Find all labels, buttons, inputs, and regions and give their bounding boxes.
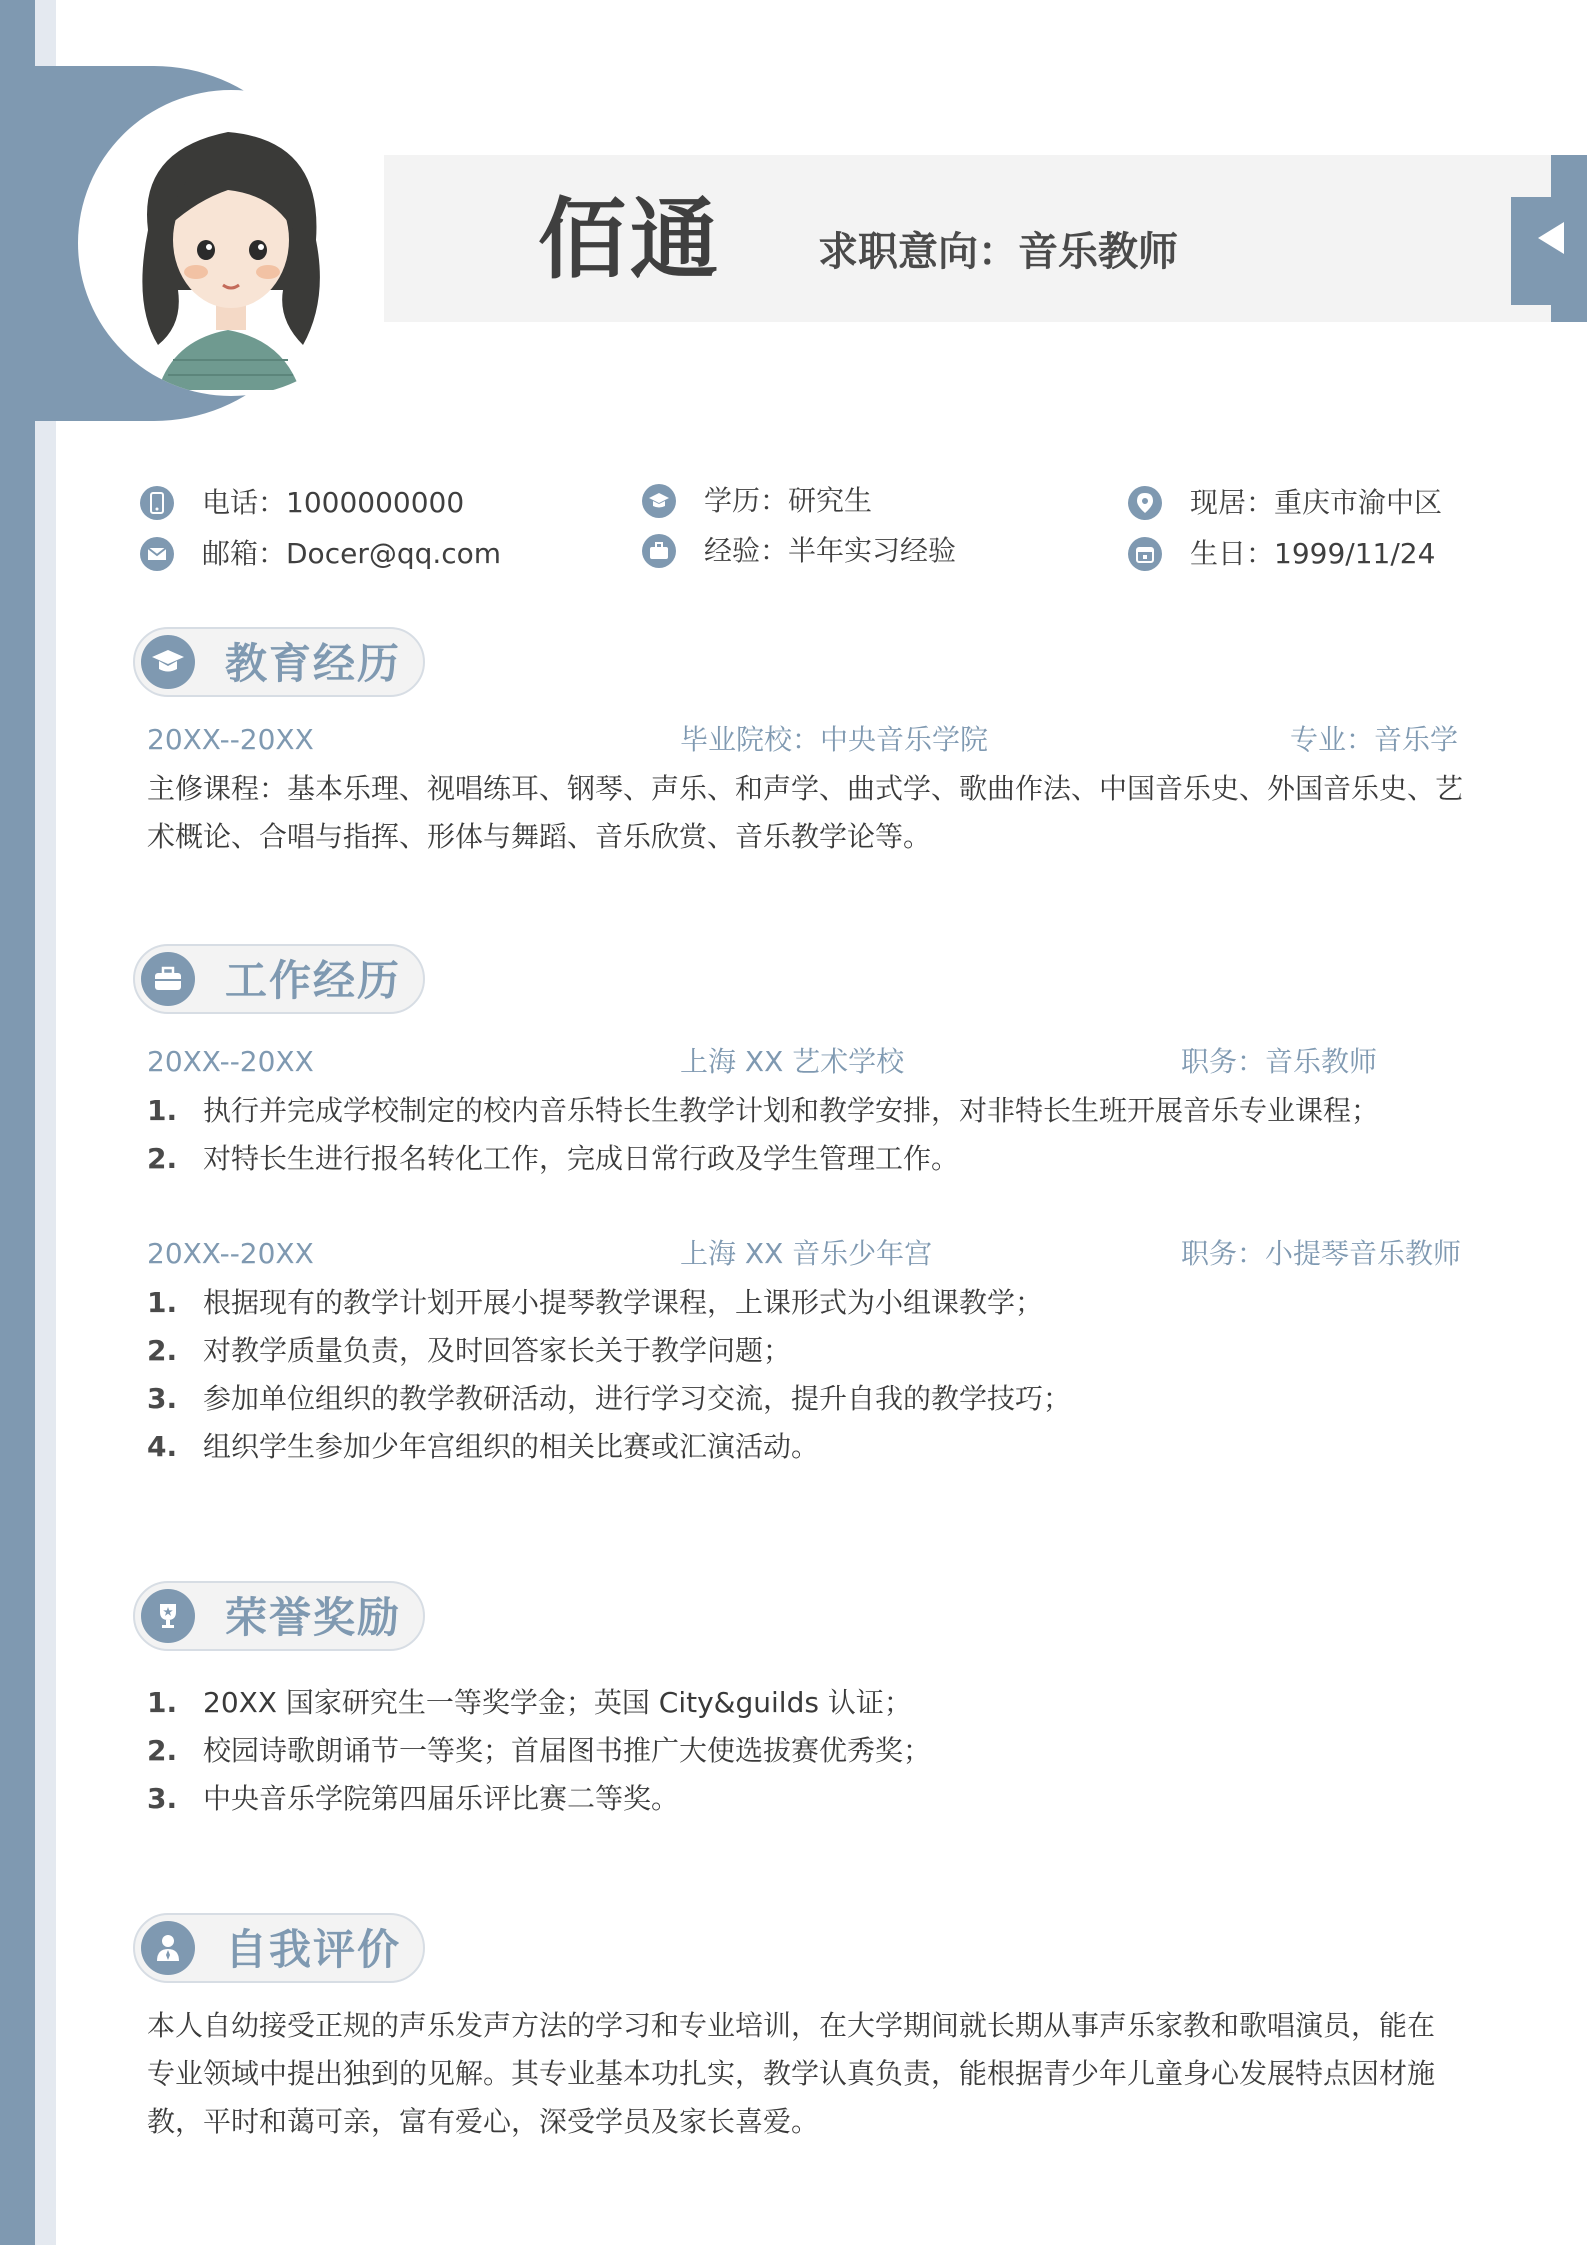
job-role: 职务：小提琴音乐教师: [1181, 1237, 1462, 1270]
avatar: [78, 90, 384, 396]
phone-icon: [140, 486, 174, 520]
list-item: 3. 参加单位组织的教学教研活动，进行学习交流，提升自我的教学技巧；: [147, 1382, 1072, 1415]
trophy-icon: [141, 1589, 195, 1643]
list-item: 2. 对教学质量负责，及时回答家长关于教学问题；: [147, 1334, 792, 1367]
job-role: 职务：音乐教师: [1181, 1045, 1378, 1078]
list-item: 1. 根据现有的教学计划开展小提琴教学课程，上课形式为小组课教学；: [147, 1286, 1044, 1319]
candidate-name: 佰通: [538, 188, 723, 291]
graduation-cap-icon: [141, 635, 195, 689]
birthday-text: 生日：1999/11/24: [1190, 537, 1436, 570]
person-icon: [141, 1921, 195, 1975]
honors-list: [147, 1679, 931, 1823]
location-icon: [1128, 486, 1162, 520]
info-email: [140, 537, 501, 571]
avatar-illustration: [78, 90, 384, 396]
section-title-education: 教育经历: [225, 639, 402, 688]
education-school: 毕业院校：中央音乐学院: [680, 723, 989, 756]
info-location: [1128, 486, 1442, 520]
mail-icon: [140, 537, 174, 571]
section-header-education: [133, 627, 425, 697]
self-evaluation-text: 本人自幼接受正规的声乐发声方法的学习和专业培训，在大学期间就长期从事声乐家教和歌唱演员，能在专业领域中提出独到的见解。其专业基本功扎实，教学认真负责，能根据青少年儿童身心发展特点因材施教，平时和蔼可亲，富有爱心，深受学员及家长喜爱。: [147, 2009, 1436, 2138]
location-text: 现居：重庆市渝中区: [1190, 486, 1443, 519]
header-tab-arrow-icon: [1511, 155, 1587, 322]
info-education: [642, 484, 872, 518]
list-item: 1. 执行并完成学校制定的校内音乐特长生教学计划和教学安排，对非特长生班开展音乐专业课程；: [147, 1094, 1380, 1127]
info-birthday: [1128, 537, 1435, 571]
list-item: 3. 中央音乐学院第四届乐评比赛二等奖。: [147, 1782, 680, 1815]
education-text: 学历：研究生: [704, 484, 873, 517]
list-item: 2. 对特长生进行报名转化工作，完成日常行政及学生管理工作。: [147, 1142, 960, 1175]
section-header-self: [133, 1913, 425, 1983]
section-title-work: 工作经历: [225, 956, 402, 1005]
list-item: 4. 组织学生参加少年宫组织的相关比赛或汇演活动。: [147, 1430, 820, 1463]
section-header-honors: [133, 1581, 425, 1651]
calendar-icon: [1128, 537, 1162, 571]
education-period: 20XX--20XX: [147, 723, 314, 756]
info-phone: [140, 486, 464, 520]
job-org: 上海 XX 艺术学校: [680, 1045, 905, 1078]
phone-text: 电话：1000000000: [202, 486, 465, 519]
job-period: 20XX--20XX: [147, 1237, 314, 1270]
job-period: 20XX--20XX: [147, 1045, 314, 1078]
education-major: 专业：音乐学: [1289, 723, 1458, 756]
experience-text: 经验：半年实习经验: [704, 534, 957, 567]
briefcase-icon: [642, 534, 676, 568]
job-intent: 求职意向：音乐教师: [818, 229, 1178, 275]
section-header-work: [133, 944, 425, 1014]
section-title-honors: 荣誉奖励: [225, 1593, 402, 1642]
graduation-cap-icon: [642, 484, 676, 518]
email-text: 邮箱：Docer@qq.com: [202, 537, 502, 570]
education-courses: 主修课程：基本乐理、视唱练耳、钢琴、声乐、和声学、曲式学、歌曲作法、中国音乐史、外国音乐史、艺术概论、合唱与指挥、形体与舞蹈、音乐欣赏、音乐教学论等。: [147, 772, 1464, 853]
section-title-self: 自我评价: [225, 1925, 402, 1974]
info-experience: [642, 534, 956, 568]
job-duties: [147, 1279, 1071, 1471]
list-item: 1. 20XX 国家研究生一等奖学金；英国 City&guilds 认证；: [147, 1686, 912, 1719]
briefcase-icon: [141, 952, 195, 1006]
job-org: 上海 XX 音乐少年宫: [680, 1237, 933, 1270]
job-duties: [147, 1087, 1379, 1183]
list-item: 2. 校园诗歌朗诵节一等奖；首届图书推广大使选拔赛优秀奖；: [147, 1734, 932, 1767]
